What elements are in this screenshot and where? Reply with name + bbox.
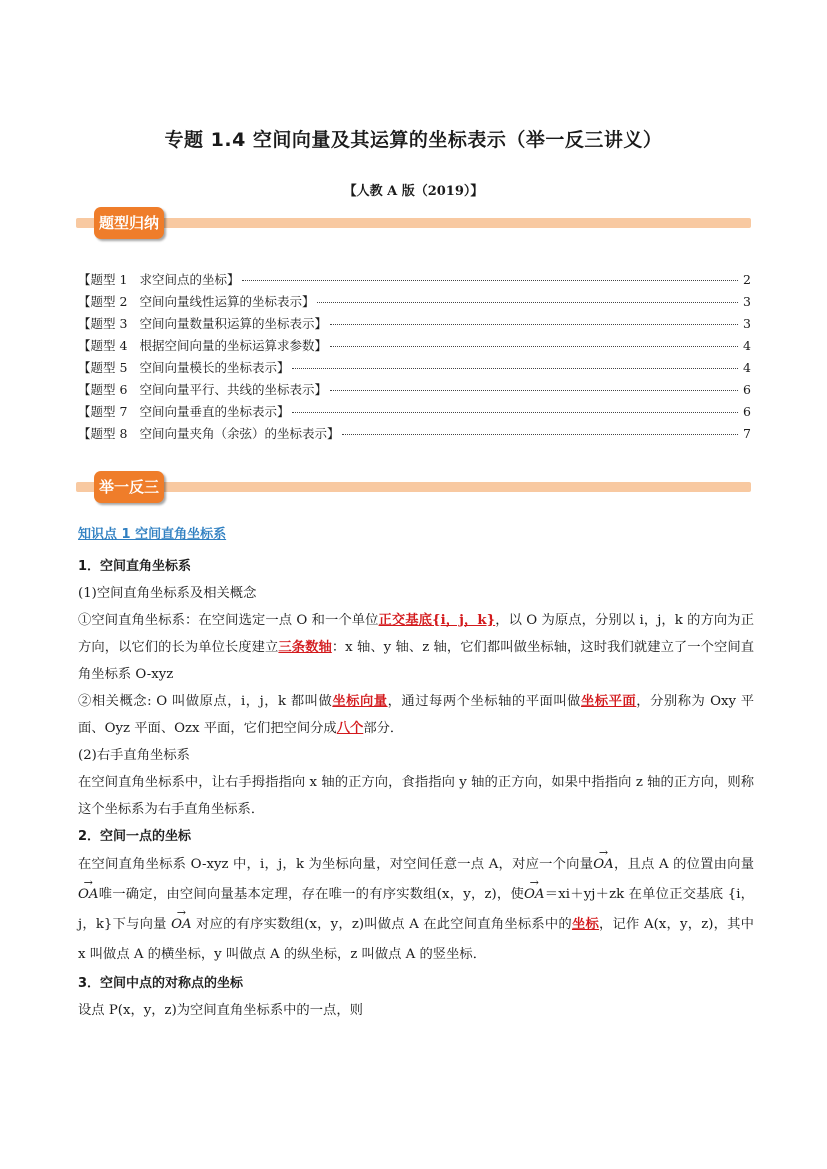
highlight-term: 正交基底{i，j，k}: [378, 613, 496, 628]
paragraph-symmetric-points: 设点 P(x，y，z)为空间直角坐标系中的一点，则: [78, 1003, 363, 1018]
paragraph-right-hand: 在空间直角坐标系中，让右手拇指指向 x 轴的正方向，食指指向 y 轴的正方向，如果中指指向 z 轴的正方向，则称这个坐标系为右手直角坐标系．: [78, 775, 754, 817]
toc-item[interactable]: 【题型 5 空间向量模长的坐标表示】 4: [78, 360, 751, 375]
edition-subtitle: 【人教 A 版（2019）】: [343, 184, 484, 199]
paragraph-related-concepts: ②相关概念: O 叫做原点，i，j，k 都叫做坐标向量，通过每两个坐标轴的平面叫做坐标平面，分别称为 Oxy 平面、Oyz 平面、Ozx 平面，它们把空间分成八个部分．: [78, 694, 755, 736]
section-bar-examples: [76, 467, 751, 507]
highlight-term: 坐标平面: [580, 694, 637, 709]
knowledge-content: [78, 521, 754, 1024]
section-tab-examples: 举一反三: [94, 471, 164, 503]
highlight-term: 三条数轴: [278, 640, 332, 655]
section-stripe: [76, 482, 751, 492]
toc-leader: [292, 368, 738, 369]
toc-item[interactable]: 【题型 6 空间向量平行、共线的坐标表示】 6: [78, 382, 751, 397]
toc-item[interactable]: 【题型 4 根据空间向量的坐标运算求参数】 4: [78, 338, 751, 353]
highlight-term: 坐标向量: [332, 694, 388, 709]
vector-oa: → OA: [78, 880, 99, 910]
subheading-concepts: (1)空间直角坐标系及相关概念: [78, 586, 257, 601]
section-tab-summary: 题型归纳: [94, 207, 164, 239]
subheading-right-hand: (2)右手直角坐标系: [78, 748, 190, 763]
vector-oa: → OA: [524, 880, 545, 910]
toc-leader: [330, 346, 738, 347]
toc-leader: [330, 390, 738, 391]
heading-point-coordinates: 2．空间一点的坐标: [78, 829, 192, 844]
toc-item[interactable]: 【题型 7 空间向量垂直的坐标表示】 6: [78, 404, 751, 419]
toc-item[interactable]: 【题型 3 空间向量数量积运算的坐标表示】 3: [78, 316, 751, 331]
highlight-term: 坐标: [571, 917, 599, 932]
table-of-contents: [78, 270, 751, 446]
heading-symmetric-points: 3．空间中点的对称点的坐标: [78, 976, 244, 991]
heading-coordinate-system: 1．空间直角坐标系: [78, 559, 192, 574]
highlight-term: 八个: [336, 721, 364, 736]
toc-item[interactable]: 【题型 2 空间向量线性运算的坐标表示】 3: [78, 294, 751, 309]
toc-leader: [317, 302, 738, 303]
toc-item[interactable]: 【题型 8 空间向量夹角（余弦）的坐标表示】 7: [78, 426, 751, 441]
toc-leader: [342, 434, 738, 435]
knowledge-point-title: 知识点 1 空间直角坐标系: [78, 527, 227, 542]
toc-leader: [242, 280, 738, 281]
paragraph-point-coordinates: 在空间直角坐标系 O-xyz 中，i，j，k 为坐标向量，对空间任意一点 A，对应一个向量→ OA，且点 A 的位置由向量→ OA唯一确定，由空间向量基本定理，存在唯一的有序实数组(x，y，z)，使→ OA＝xi＋yj＋zk 在单位正交基底 {i，j，k}下与向量 → OA 对应的有序实数组(x，y，z)叫做点 A 在此空间直角坐标系中的坐标，记作 A(x，y，z)，其中 x 叫做点 A 的横坐标，y 叫做点 A 的纵坐标，z 叫做点 A 的竖坐标．: [78, 850, 754, 970]
vector-oa: → OA: [171, 910, 192, 940]
toc-leader: [330, 324, 738, 325]
toc-item[interactable]: 【题型 1 求空间点的坐标】 2: [78, 272, 751, 287]
paragraph-definition: ①空间直角坐标系：在空间选定一点 O 和一个单位正交基底{i，j，k}，以 O 为原点，分别以 i，j，k 的方向为正方向，以它们的长为单位长度建立三条数轴：x 轴、y 轴、z 轴，它们都叫做坐标轴，这时我们就建立了一个空间直角坐标系 O-xyz: [78, 613, 755, 682]
page-title: 专题 1.4 空间向量及其运算的坐标表示（举一反三讲义）: [164, 129, 663, 151]
toc-leader: [292, 412, 738, 413]
section-bar-summary: [76, 203, 751, 243]
section-stripe: [76, 218, 751, 228]
vector-oa: → OA: [593, 850, 614, 880]
